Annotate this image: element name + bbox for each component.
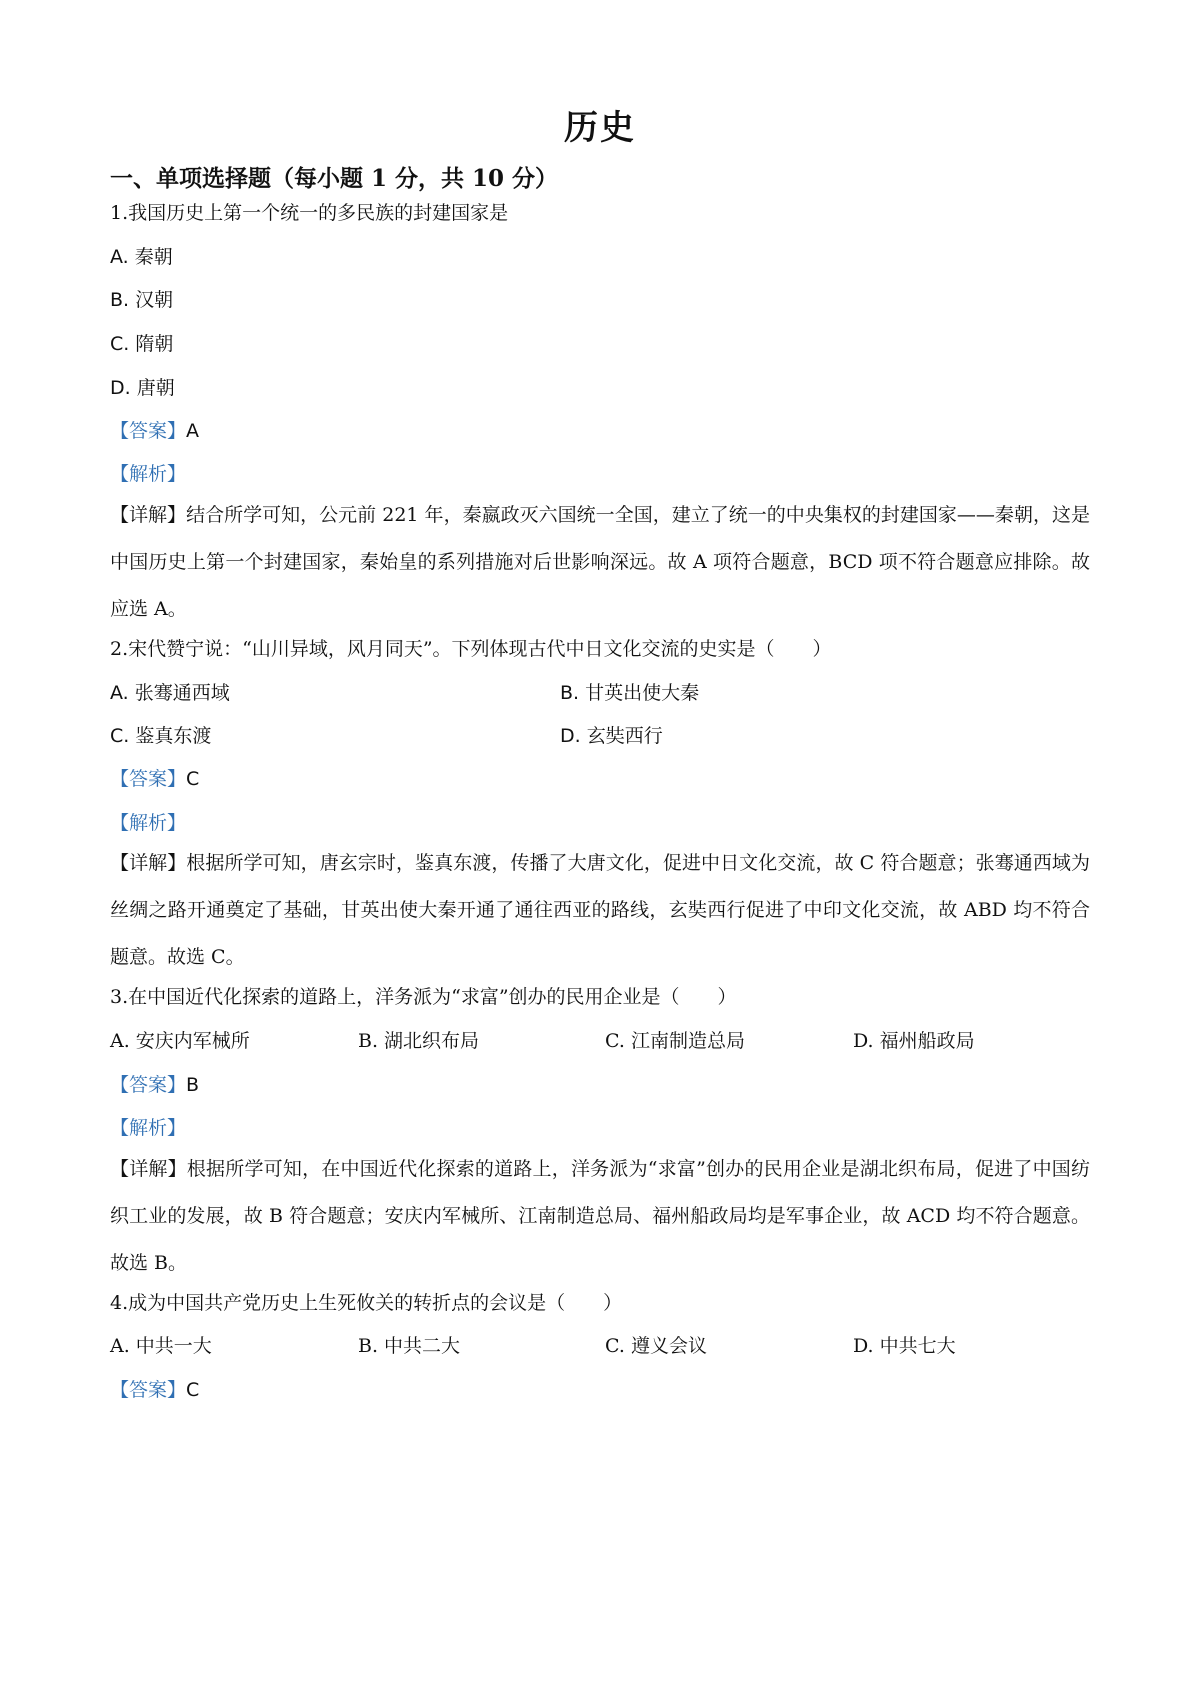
answer-value: B [186, 1074, 200, 1096]
question-1-option-b: B. 汉朝 [110, 289, 174, 311]
question-1-answer [110, 416, 199, 443]
question-4-option-b: B. 中共二大 [358, 1335, 461, 1357]
question-1-analysis-tag: 【解析】 [110, 463, 187, 485]
answer-tag: 【答案】 [110, 768, 187, 790]
question-2-answer [110, 764, 199, 791]
question-1-stem: 1.我国历史上第一个统一的多民族的封建国家是 [110, 202, 509, 224]
answer-value: C [186, 1379, 200, 1401]
question-2-analysis-tag: 【解析】 [110, 812, 187, 834]
answer-value: C [186, 768, 200, 790]
question-3-option-a: A. 安庆内军械所 [110, 1030, 250, 1052]
question-4-option-d: D. 中共七大 [853, 1335, 956, 1357]
question-4-option-a: A. 中共一大 [110, 1335, 212, 1357]
question-2-option-a: A. 张骞通西域 [110, 682, 230, 704]
page-title: 历史 [564, 108, 636, 148]
question-2-option-b: B. 甘英出使大秦 [560, 682, 700, 704]
answer-tag: 【答案】 [110, 420, 187, 442]
question-3-detail [110, 1146, 1090, 1287]
detail-text: 根据所学可知，唐玄宗时，鉴真东渡，传播了大唐文化，促进中日文化交流，故 C 符合题意；张骞通西域为丝绸之路开通奠定了基础，甘英出使大秦开通了通往西亚的路线，玄奘西行促进了中印文化交流，故 ABD 均不符合题意。故选 C。 [110, 852, 1090, 968]
question-1-detail [110, 492, 1090, 633]
question-3-option-d: D. 福州船政局 [853, 1030, 975, 1052]
answer-value: A [186, 420, 200, 442]
question-1-option-a: A. 秦朝 [110, 246, 173, 268]
question-3-answer [110, 1070, 199, 1097]
answer-tag: 【答案】 [110, 1074, 187, 1096]
detail-text: 根据所学可知，在中国近代化探索的道路上，洋务派为“求富”创办的民用企业是湖北织布局，促进了中国纺织工业的发展，故 B 符合题意；安庆内军械所、江南制造总局、福州船政局均是军事企业，故 ACD 均不符合题意。故选 B。 [110, 1158, 1090, 1274]
question-4-stem: 4.成为中国共产党历史上生死攸关的转折点的会议是（ ） [110, 1292, 623, 1314]
question-2-stem: 2.宋代赞宁说：“山川异域，风月同天”。下列体现古代中日文化交流的史实是（ ） [110, 638, 832, 660]
question-3-analysis-tag: 【解析】 [110, 1117, 187, 1139]
question-2-option-d: D. 玄奘西行 [560, 725, 663, 747]
question-4-answer [110, 1375, 199, 1402]
question-4-option-c: C. 遵义会议 [605, 1335, 707, 1357]
detail-tag: 【详解】 [110, 1158, 187, 1180]
answer-tag: 【答案】 [110, 1379, 187, 1401]
detail-tag: 【详解】 [110, 852, 187, 874]
question-2-option-c: C. 鉴真东渡 [110, 725, 212, 747]
question-3-option-c: C. 江南制造总局 [605, 1030, 745, 1052]
detail-text: 结合所学可知，公元前 221 年，秦嬴政灭六国统一全国，建立了统一的中央集权的封建国家——秦朝，这是中国历史上第一个封建国家，秦始皇的系列措施对后世影响深远。故 A 项符合题意，BCD 项不符合题意应排除。故应选 A。 [110, 504, 1090, 620]
detail-tag: 【详解】 [110, 504, 187, 526]
question-3-option-b: B. 湖北织布局 [358, 1030, 480, 1052]
question-2-detail [110, 840, 1090, 981]
question-3-stem: 3.在中国近代化探索的道路上，洋务派为“求富”创办的民用企业是（ ） [110, 986, 737, 1008]
question-1-option-d: D. 唐朝 [110, 377, 175, 399]
question-1-option-c: C. 隋朝 [110, 333, 174, 355]
section-heading: 一、单项选择题（每小题 1 分，共 10 分） [110, 165, 559, 192]
